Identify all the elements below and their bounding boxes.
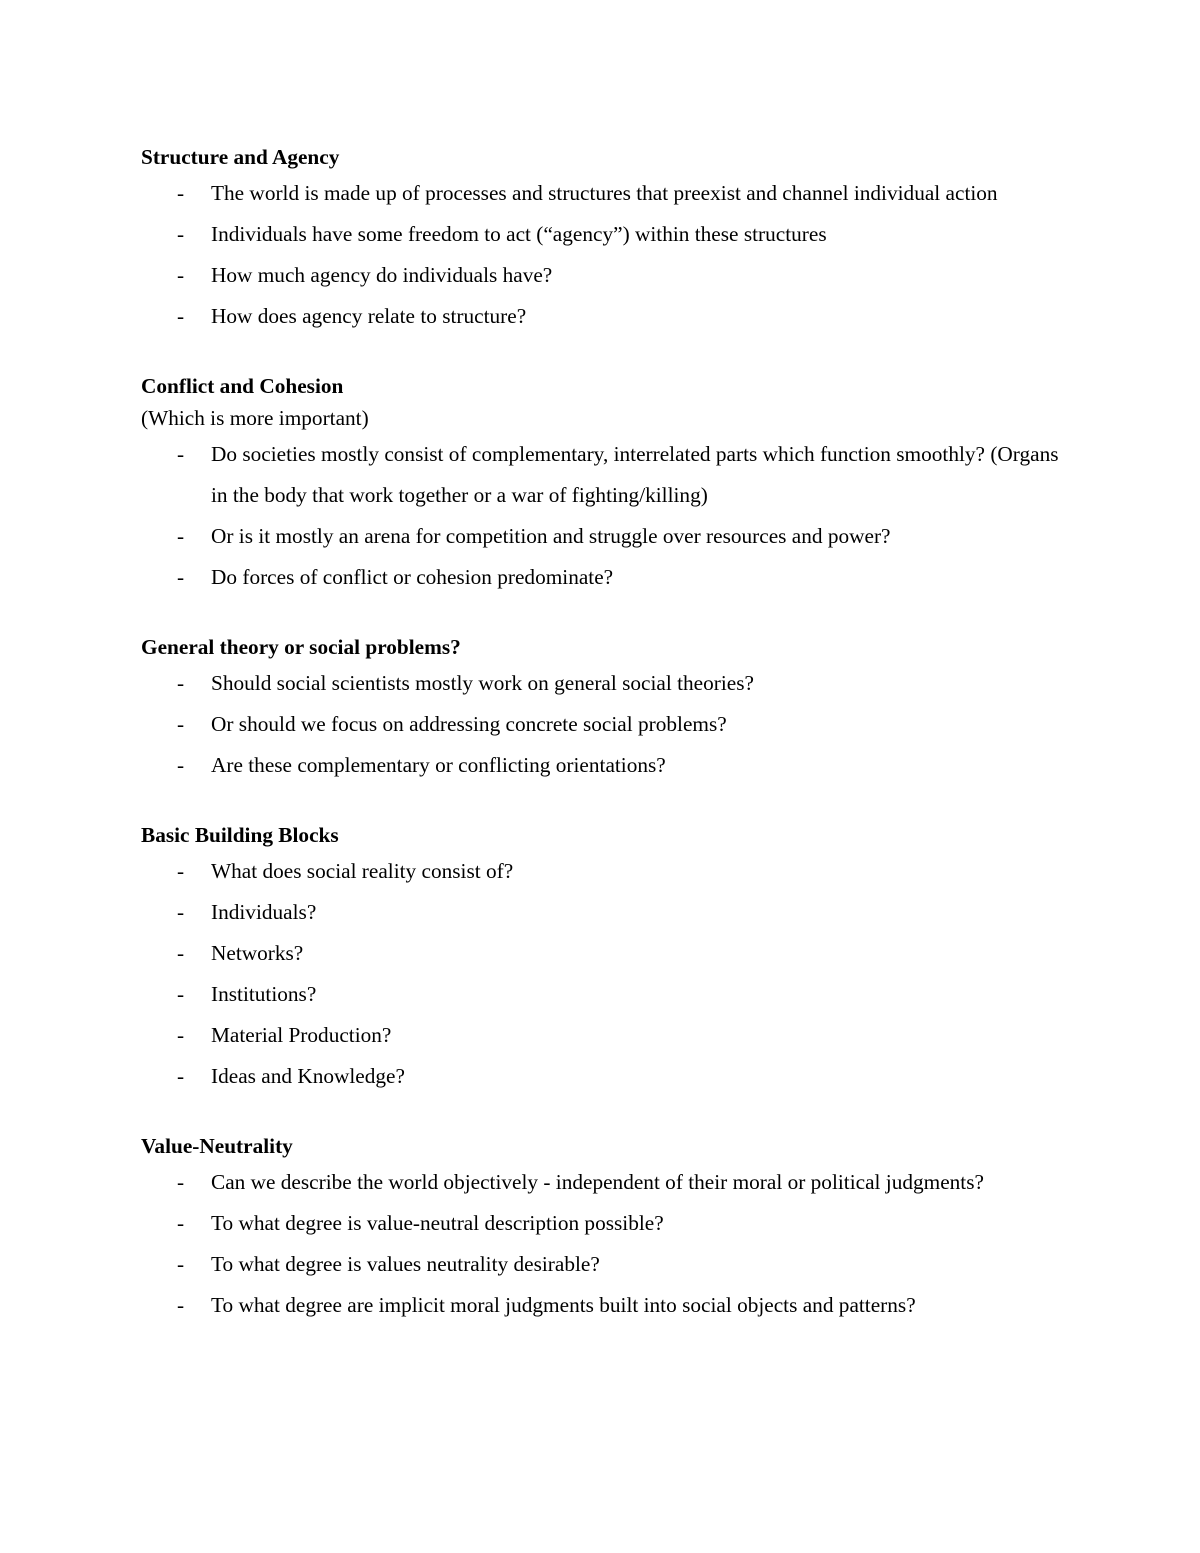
list-item: - Networks? — [141, 933, 1061, 974]
list-item: - The world is made up of processes and structures that preexist and channel individual action — [141, 173, 1061, 214]
list-item: - Ideas and Knowledge? — [141, 1056, 1061, 1097]
bullet-list — [141, 434, 1061, 598]
section-structure-and-agency — [141, 141, 1061, 337]
bullet-list — [141, 851, 1061, 1097]
list-item: - Or is it mostly an arena for competition and struggle over resources and power? — [141, 516, 1061, 557]
section-basic-building-blocks — [141, 819, 1061, 1097]
list-item: - Can we describe the world objectively - independent of their moral or political judgments? — [141, 1162, 1061, 1203]
list-item: - What does social reality consist of? — [141, 851, 1061, 892]
section-heading: Structure and Agency — [141, 145, 340, 169]
list-item: - Or should we focus on addressing concrete social problems? — [141, 704, 1061, 745]
list-item: - Institutions? — [141, 974, 1061, 1015]
section-value-neutrality — [141, 1130, 1061, 1326]
bullet-list — [141, 663, 1061, 786]
section-conflict-and-cohesion — [141, 370, 1061, 598]
list-item: - Individuals? — [141, 892, 1061, 933]
section-general-theory — [141, 631, 1061, 786]
section-heading: Value-Neutrality — [141, 1134, 293, 1158]
list-item: - How much agency do individuals have? — [141, 255, 1061, 296]
list-item: - Do forces of conflict or cohesion predominate? — [141, 557, 1061, 598]
bullet-list — [141, 173, 1061, 337]
list-item: - Do societies mostly consist of complementary, interrelated parts which function smoothly? (Organs in the body that work together or a war of fighting/killing) — [141, 434, 1061, 516]
list-item: - To what degree are implicit moral judgments built into social objects and patterns? — [141, 1285, 1061, 1326]
section-heading: General theory or social problems? — [141, 635, 461, 659]
section-subheading: (Which is more important) — [141, 406, 369, 430]
list-item: - Material Production? — [141, 1015, 1061, 1056]
document-page — [141, 141, 1061, 1326]
section-heading: Conflict and Cohesion — [141, 374, 344, 398]
list-item: - Are these complementary or conflicting orientations? — [141, 745, 1061, 786]
list-item: - How does agency relate to structure? — [141, 296, 1061, 337]
bullet-list — [141, 1162, 1061, 1326]
list-item: - To what degree is value-neutral description possible? — [141, 1203, 1061, 1244]
list-item: - Should social scientists mostly work on general social theories? — [141, 663, 1061, 704]
list-item: - Individuals have some freedom to act (“agency”) within these structures — [141, 214, 1061, 255]
list-item: - To what degree is values neutrality desirable? — [141, 1244, 1061, 1285]
section-heading: Basic Building Blocks — [141, 823, 339, 847]
